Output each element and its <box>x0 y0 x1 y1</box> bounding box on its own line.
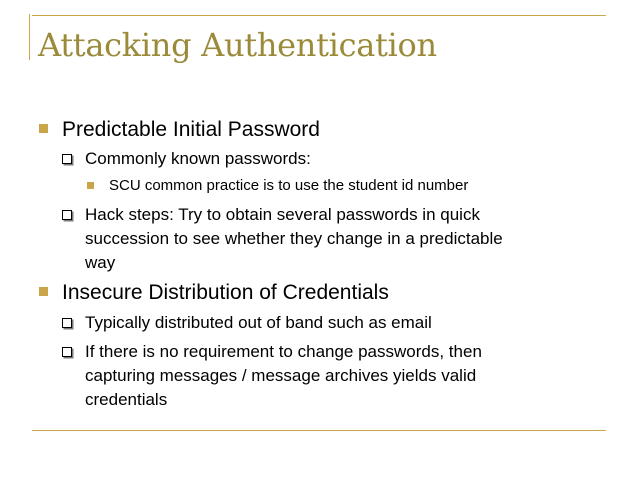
bullet-level3: SCU common practice is to use the student id number <box>109 177 469 194</box>
bullet-level1: Insecure Distribution of Credentials <box>62 281 389 304</box>
bullet-level2-line1: If there is no requirement to change passwords, then <box>85 342 482 361</box>
bullet-level2-line3: credentials <box>85 390 168 409</box>
bottom-rule <box>32 430 606 431</box>
bullet-level2-line1: Hack steps: Try to obtain several passwords in quick <box>85 205 480 224</box>
top-rule <box>32 15 606 16</box>
square-bullet-icon <box>87 182 94 189</box>
slide-title: Attacking Authentication <box>38 26 437 64</box>
bullet-level2: Typically distributed out of band such as email <box>85 313 432 332</box>
bullet-level2-line3: way <box>85 253 116 272</box>
hollow-square-bullet-icon <box>62 210 72 220</box>
bullet-level2-line2: succession to see whether they change in a predictable <box>85 229 503 248</box>
hollow-square-bullet-icon <box>62 154 72 164</box>
left-accent-line <box>29 14 30 60</box>
square-bullet-icon <box>39 287 48 296</box>
bullet-level1: Predictable Initial Password <box>62 118 320 141</box>
hollow-square-bullet-icon <box>62 318 72 328</box>
bullet-level2-line2: capturing messages / message archives yields valid <box>85 366 477 385</box>
square-bullet-icon <box>39 124 48 133</box>
bullet-level2: Commonly known passwords: <box>85 149 311 168</box>
hollow-square-bullet-icon <box>62 347 72 357</box>
